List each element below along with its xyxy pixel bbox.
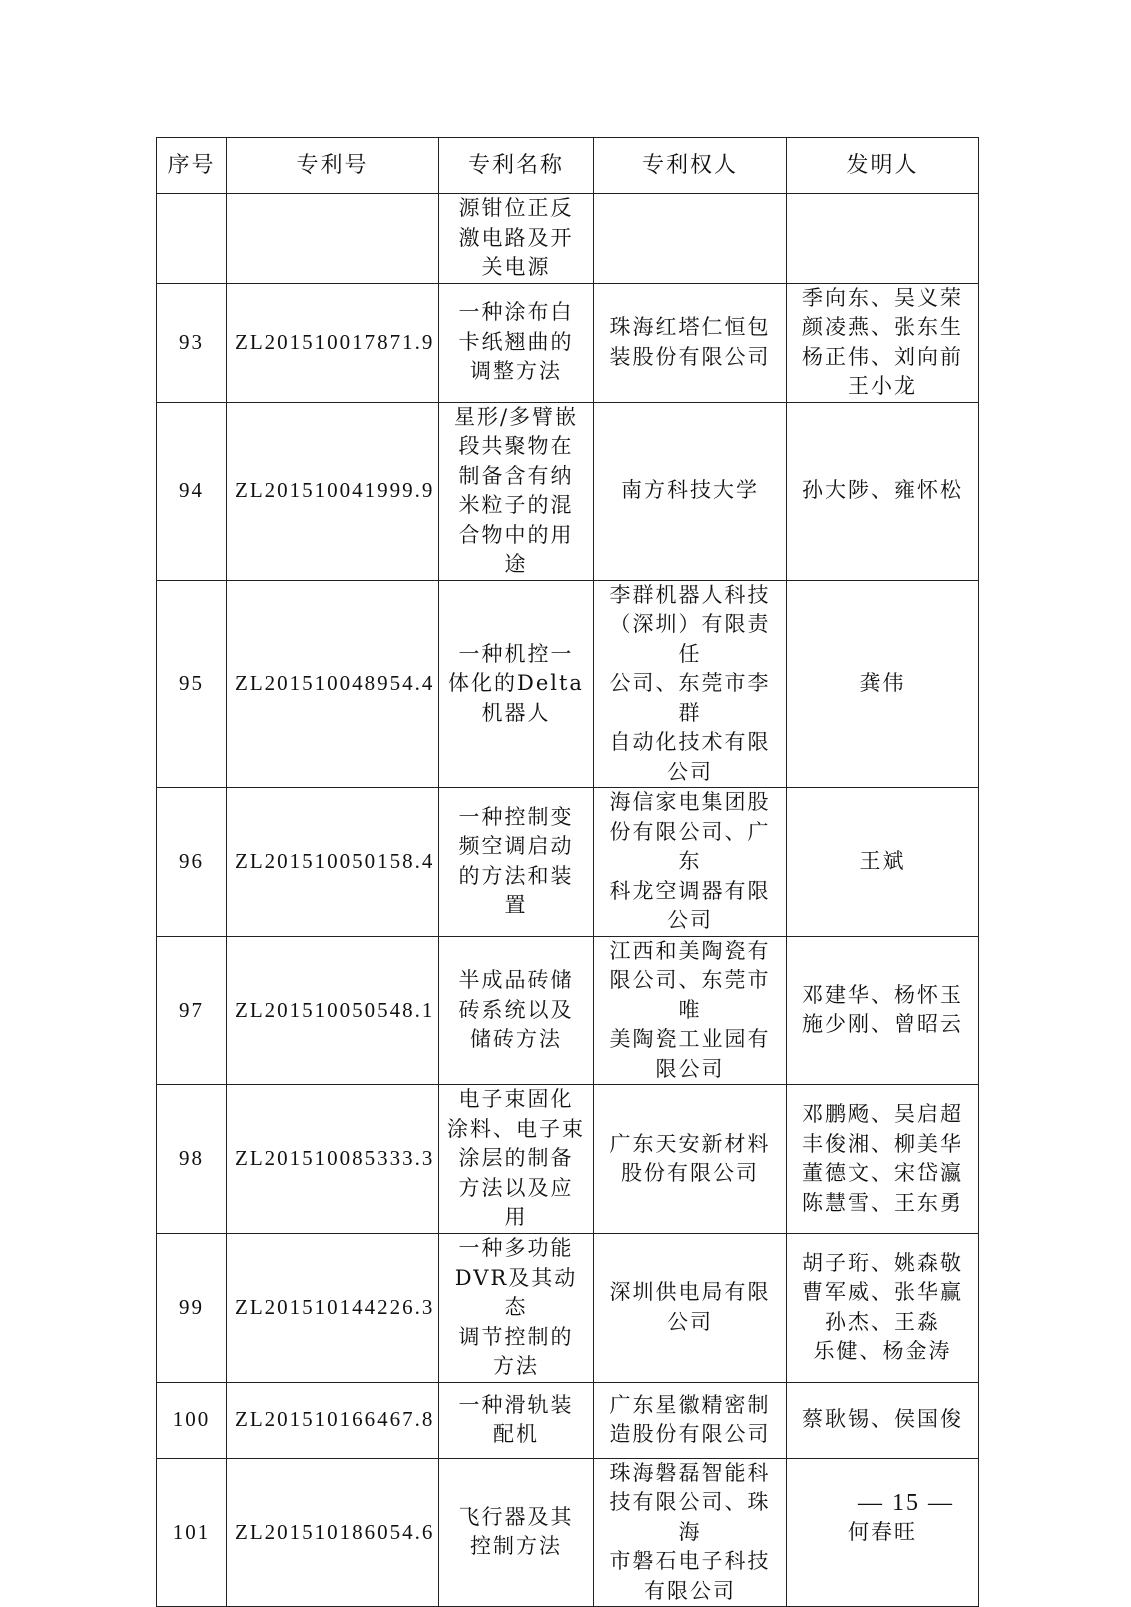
holder-text: 珠海磐磊智能科 技有限公司、珠海 市磐石电子科技 有限公司 <box>609 1460 771 1603</box>
row-patent-holder <box>594 402 787 580</box>
row-inventors <box>787 283 979 402</box>
inventors-text: 王斌 <box>859 849 906 873</box>
row-patent-name <box>439 1234 594 1383</box>
row-patent-number: ZL201510144226.3 <box>227 1234 439 1383</box>
row-inventors <box>787 580 979 788</box>
holder-text: 南方科技大学 <box>621 478 759 503</box>
row-index: 96 <box>157 788 227 937</box>
row-patent-number: ZL201510166467.8 <box>227 1382 439 1458</box>
patent-table-container <box>156 137 978 1607</box>
row-index: 95 <box>157 580 227 788</box>
row-patent-holder <box>594 580 787 788</box>
table-row <box>157 1085 979 1234</box>
row-patent-number <box>227 194 439 284</box>
inventors-text: 蔡耿锡、侯国俊 <box>802 1407 963 1432</box>
header-inventors: 发明人 <box>787 138 979 194</box>
table-row <box>157 788 979 937</box>
row-patent-number: ZL201510186054.6 <box>227 1458 439 1607</box>
row-inventors <box>787 402 979 580</box>
row-inventors <box>787 788 979 937</box>
table-row <box>157 936 979 1085</box>
holder-text: 海信家电集团股 份有限公司、广东 科龙空调器有限 公司 <box>609 790 771 932</box>
row-index: 94 <box>157 402 227 580</box>
row-index: 97 <box>157 936 227 1085</box>
row-patent-holder <box>594 788 787 937</box>
row-index: 101 <box>157 1458 227 1607</box>
table-row <box>157 402 979 580</box>
patent-name-text: 电子束固化 涂料、电子束 涂层的制备 方法以及应 用 <box>447 1087 585 1230</box>
holder-text: 珠海红塔仁恒包 装股份有限公司 <box>609 315 771 369</box>
patent-name-text: 半成品砖储 砖系统以及 储砖方法 <box>458 968 574 1051</box>
patent-name-text: 一种滑轨装 配机 <box>458 1392 574 1446</box>
inventors-text: 龚伟 <box>859 671 906 695</box>
table-row <box>157 580 979 788</box>
row-index: 93 <box>157 283 227 402</box>
holder-text: 广东天安新材料 股份有限公司 <box>609 1131 771 1185</box>
patent-name-text: 星形/多臂嵌 段共聚物在 制备含有纳 米粒子的混 合物中的用 途 <box>453 404 579 576</box>
header-patent-number: 专利号 <box>227 138 439 194</box>
row-index: 99 <box>157 1234 227 1383</box>
inventors-text: 邓鹏飏、吴启超 丰俊湘、柳美华 董德文、宋岱瀛 陈慧雪、王东勇 <box>802 1102 963 1215</box>
patent-name-text: 一种多功能 DVR及其动态 调节控制的 方法 <box>454 1236 578 1378</box>
row-patent-holder <box>594 1458 787 1607</box>
row-patent-name <box>439 936 594 1085</box>
holder-text: 深圳供电局有限 公司 <box>609 1280 771 1334</box>
row-index <box>157 194 227 284</box>
row-patent-name <box>439 194 594 284</box>
inventors-text: 胡子珩、姚森敬 曹军威、张华赢 孙杰、王淼 乐健、杨金涛 <box>802 1250 963 1364</box>
row-patent-name <box>439 1382 594 1458</box>
row-patent-holder <box>594 1085 787 1234</box>
row-inventors <box>787 936 979 1085</box>
row-patent-name <box>439 1085 594 1234</box>
inventors-text: 邓建华、杨怀玉 施少刚、曾昭云 <box>802 982 963 1037</box>
row-patent-number: ZL201510048954.4 <box>227 580 439 788</box>
row-inventors <box>787 1085 979 1234</box>
row-patent-name <box>439 1458 594 1607</box>
table-row <box>157 283 979 402</box>
patent-name-text: 源钳位正反 激电路及开 关电源 <box>458 196 574 279</box>
table-header-row <box>157 138 979 194</box>
row-patent-number: ZL201510085333.3 <box>227 1085 439 1234</box>
row-patent-holder <box>594 194 787 284</box>
page-number: — 15 — <box>858 1490 954 1516</box>
row-patent-number: ZL201510017871.9 <box>227 283 439 402</box>
row-patent-name <box>439 283 594 402</box>
row-patent-name <box>439 402 594 580</box>
row-inventors <box>787 1234 979 1383</box>
holder-text: 广东星徽精密制 造股份有限公司 <box>609 1392 771 1446</box>
inventors-text: 孙大陟、雍怀松 <box>802 478 963 503</box>
row-inventors <box>787 194 979 284</box>
row-patent-number: ZL201510041999.9 <box>227 402 439 580</box>
table-row <box>157 1234 979 1383</box>
row-patent-holder <box>594 283 787 402</box>
patent-name-text: 一种控制变 频空调启动 的方法和装 置 <box>458 804 574 918</box>
patent-name-text: 飞行器及其 控制方法 <box>458 1504 574 1559</box>
header-patent-name: 专利名称 <box>439 138 594 194</box>
inventors-text: 何春旺 <box>848 1519 917 1544</box>
patent-name-text: 一种机控一 体化的Delta 机器人 <box>448 641 584 725</box>
row-index: 100 <box>157 1382 227 1458</box>
row-inventors <box>787 1458 979 1607</box>
table-row <box>157 1382 979 1458</box>
row-inventors <box>787 1382 979 1458</box>
row-patent-holder <box>594 936 787 1085</box>
patent-table <box>156 137 979 1607</box>
header-index: 序号 <box>157 138 227 194</box>
row-patent-number: ZL201510050548.1 <box>227 936 439 1085</box>
row-patent-holder <box>594 1234 787 1383</box>
patent-name-text: 一种涂布白 卡纸翘曲的 调整方法 <box>458 300 574 384</box>
inventors-text: 季向东、吴义荣 颜凌燕、张东生 杨正伟、刘向前 王小龙 <box>802 285 963 398</box>
row-index: 98 <box>157 1085 227 1234</box>
row-patent-holder <box>594 1382 787 1458</box>
table-row <box>157 194 979 284</box>
table-row <box>157 1458 979 1607</box>
holder-text: 江西和美陶瓷有 限公司、东莞市唯 美陶瓷工业园有 限公司 <box>609 938 771 1081</box>
row-patent-name <box>439 788 594 937</box>
header-patent-holder: 专利权人 <box>594 138 787 194</box>
row-patent-name <box>439 580 594 788</box>
row-patent-number: ZL201510050158.4 <box>227 788 439 937</box>
holder-text: 李群机器人科技 （深圳）有限责任 公司、东莞市李群 自动化技术有限 公司 <box>609 582 771 784</box>
